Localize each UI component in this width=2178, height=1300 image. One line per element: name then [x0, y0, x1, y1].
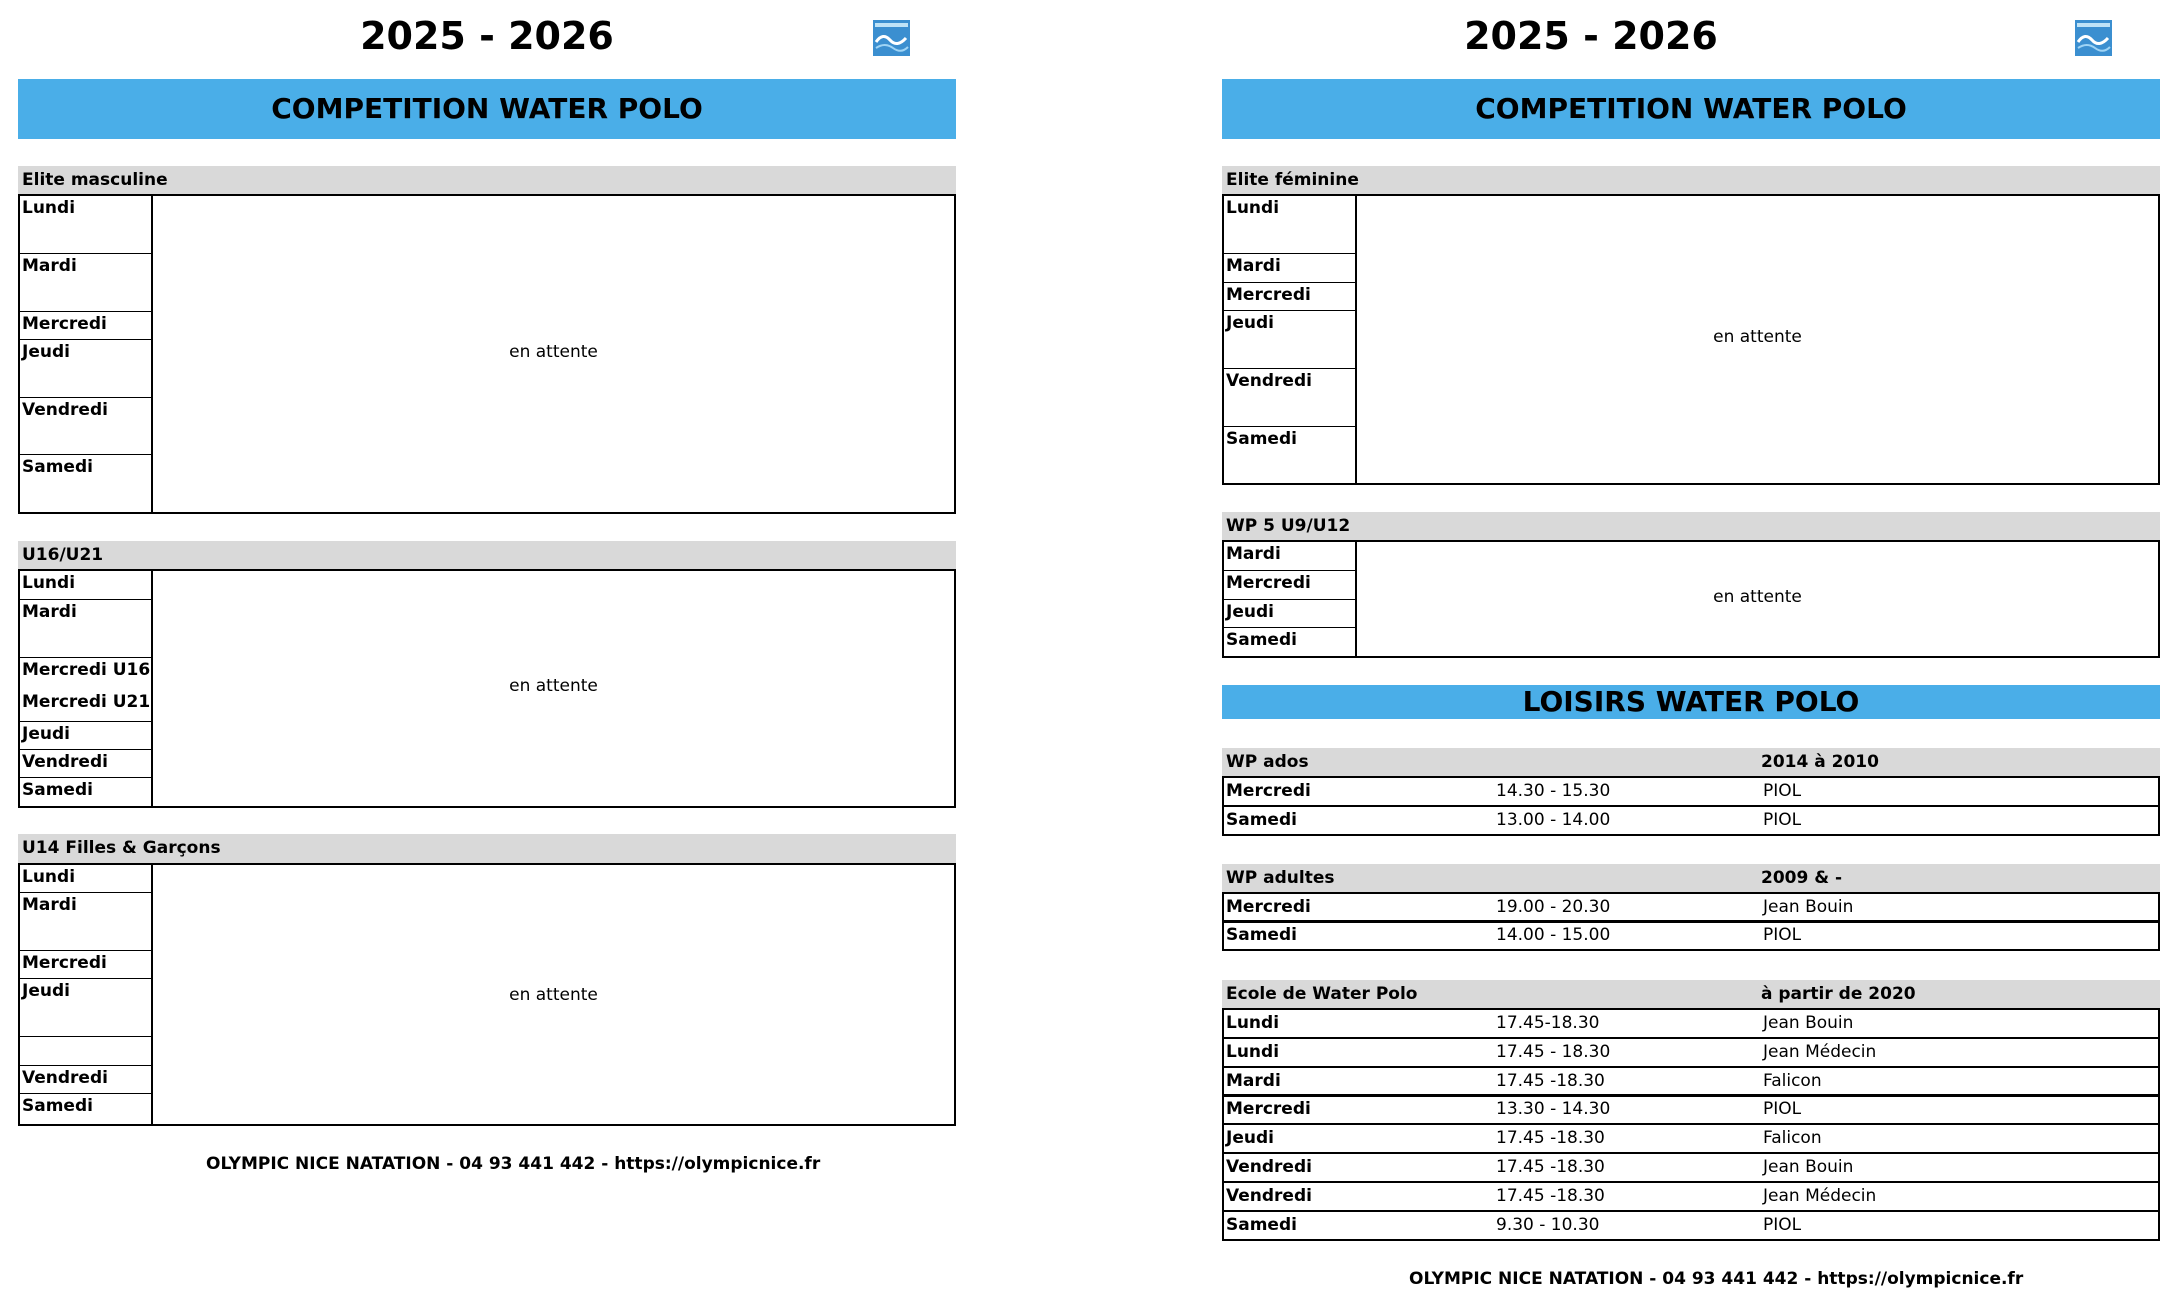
section-header-elite-masculine — [18, 166, 956, 195]
row-place: PIOL — [1763, 781, 1802, 801]
section-header-wp-adultes — [1222, 864, 2160, 893]
day-label: Jeudi — [22, 342, 70, 362]
day-label: Samedi — [1226, 630, 1297, 650]
section-years: 2009 & - — [1761, 868, 1843, 888]
row-time: 17.45 -18.30 — [1496, 1186, 1605, 1206]
section-title: Ecole de Water Polo — [1226, 984, 1418, 1004]
row-time: 19.00 - 20.30 — [1496, 897, 1611, 917]
day-column — [20, 196, 153, 512]
day-label: Lundi — [22, 573, 76, 593]
row-time: 13.00 - 14.00 — [1496, 810, 1611, 830]
table-row — [1222, 1094, 2160, 1125]
section-years: à partir de 2020 — [1761, 984, 1916, 1004]
section-header-u14 — [18, 834, 956, 863]
row-place: Jean Médecin — [1763, 1042, 1877, 1062]
row-day: Mercredi — [1226, 781, 1311, 801]
section-title: Elite féminine — [1226, 170, 1359, 190]
club-logo — [873, 20, 910, 56]
section-title: WP 5 U9/U12 — [1226, 516, 1351, 536]
row-time: 13.30 - 14.30 — [1496, 1099, 1611, 1119]
day-label: Mardi — [22, 256, 77, 276]
day-label: Mardi — [22, 602, 77, 622]
table-row — [1222, 805, 2160, 836]
day-label: Samedi — [22, 1096, 93, 1116]
day-label: Lundi — [22, 867, 76, 887]
day-label: Mercredi — [22, 314, 107, 334]
day-label: Mardi — [1226, 544, 1281, 564]
row-place: Jean Bouin — [1763, 897, 1854, 917]
row-day: Vendredi — [1226, 1157, 1312, 1177]
row-place: Falicon — [1763, 1128, 1822, 1148]
status-pending: en attente — [1713, 327, 1802, 347]
day-label: Mercredi — [1226, 573, 1311, 593]
u14-grid — [18, 863, 956, 1126]
section-header-wp-ados — [1222, 748, 2160, 777]
elite-feminine-grid — [1222, 194, 2160, 485]
day-label: Vendredi — [22, 752, 108, 772]
status-pending: en attente — [509, 342, 598, 362]
row-day: Mercredi — [1226, 897, 1311, 917]
row-day: Samedi — [1226, 810, 1297, 830]
table-row — [1222, 1181, 2160, 1212]
row-time: 9.30 - 10.30 — [1496, 1215, 1600, 1235]
day-column — [1224, 542, 1357, 656]
section-title: U16/U21 — [22, 545, 104, 565]
table-row — [1222, 1037, 2160, 1068]
competition-banner: COMPETITION WATER POLO — [18, 79, 956, 139]
row-place: Falicon — [1763, 1071, 1822, 1091]
row-time: 17.45 -18.30 — [1496, 1071, 1605, 1091]
day-column — [1224, 196, 1357, 483]
section-header-u16-u21 — [18, 541, 956, 570]
day-label: Samedi — [22, 457, 93, 477]
row-day: Mardi — [1226, 1071, 1281, 1091]
day-label: Mardi — [22, 895, 77, 915]
table-row — [1222, 1152, 2160, 1183]
day-label: Mercredi U21 — [22, 692, 151, 712]
club-logo — [2075, 20, 2112, 56]
day-column — [20, 571, 153, 806]
section-header-ecole — [1222, 980, 2160, 1009]
section-title: Elite masculine — [22, 170, 168, 190]
row-time: 17.45 - 18.30 — [1496, 1042, 1611, 1062]
footer-contact: OLYMPIC NICE NATATION - 04 93 441 442 - https://olympicnice.fr — [206, 1154, 821, 1174]
row-place: Jean Médecin — [1763, 1186, 1877, 1206]
section-title: U14 Filles & Garçons — [22, 838, 221, 858]
table-row — [1222, 892, 2160, 923]
row-place: PIOL — [1763, 810, 1802, 830]
footer-contact: OLYMPIC NICE NATATION - 04 93 441 442 - https://olympicnice.fr — [1409, 1269, 2024, 1289]
day-label: Lundi — [22, 198, 76, 218]
day-label: Mercredi — [22, 953, 107, 973]
season-title: 2025 - 2026 — [360, 14, 614, 58]
day-label — [20, 1037, 151, 1039]
day-label: Jeudi — [22, 724, 70, 744]
day-label: Vendredi — [1226, 371, 1312, 391]
section-title: WP adultes — [1226, 868, 1335, 888]
row-day: Lundi — [1226, 1042, 1280, 1062]
row-time: 14.30 - 15.30 — [1496, 781, 1611, 801]
row-time: 17.45 -18.30 — [1496, 1128, 1605, 1148]
section-years: 2014 à 2010 — [1761, 752, 1879, 772]
season-title: 2025 - 2026 — [1464, 14, 1718, 58]
row-day: Vendredi — [1226, 1186, 1312, 1206]
table-row — [1222, 1066, 2160, 1097]
section-header-elite-feminine — [1222, 166, 2160, 195]
row-day: Lundi — [1226, 1013, 1280, 1033]
section-title: WP ados — [1226, 752, 1309, 772]
day-label: Vendredi — [22, 1068, 108, 1088]
row-day: Samedi — [1226, 1215, 1297, 1235]
competition-banner: COMPETITION WATER POLO — [1222, 79, 2160, 139]
row-day: Jeudi — [1226, 1128, 1274, 1148]
status-pending: en attente — [1713, 587, 1802, 607]
day-label: Jeudi — [1226, 602, 1274, 622]
schedule-page-left — [18, 0, 956, 1300]
row-time: 17.45-18.30 — [1496, 1013, 1600, 1033]
row-place: Jean Bouin — [1763, 1157, 1854, 1177]
day-label: Mercredi — [1226, 285, 1311, 305]
day-label: Vendredi — [22, 400, 108, 420]
u16-u21-grid — [18, 569, 956, 808]
day-label: Lundi — [1226, 198, 1280, 218]
row-day: Mercredi — [1226, 1099, 1311, 1119]
loisirs-banner: LOISIRS WATER POLO — [1222, 685, 2160, 719]
day-label: Mardi — [1226, 256, 1281, 276]
table-row — [1222, 1210, 2160, 1241]
day-label: Samedi — [1226, 429, 1297, 449]
table-row — [1222, 1123, 2160, 1154]
row-time: 17.45 -18.30 — [1496, 1157, 1605, 1177]
section-header-wp5 — [1222, 512, 2160, 541]
day-label: Jeudi — [22, 981, 70, 1001]
schedule-page-right — [1222, 0, 2160, 1300]
table-row — [1222, 776, 2160, 807]
row-day: Samedi — [1226, 925, 1297, 945]
table-row — [1222, 1008, 2160, 1039]
table-row — [1222, 920, 2160, 951]
elite-masculine-grid — [18, 194, 956, 514]
row-place: PIOL — [1763, 925, 1802, 945]
day-label: Mercredi U16 — [22, 660, 151, 680]
row-place: Jean Bouin — [1763, 1013, 1854, 1033]
status-pending: en attente — [509, 985, 598, 1005]
status-pending: en attente — [509, 676, 598, 696]
row-place: PIOL — [1763, 1099, 1802, 1119]
row-place: PIOL — [1763, 1215, 1802, 1235]
row-time: 14.00 - 15.00 — [1496, 925, 1611, 945]
day-column — [20, 865, 153, 1124]
wp5-grid — [1222, 540, 2160, 658]
day-label: Samedi — [22, 780, 93, 800]
day-label: Jeudi — [1226, 313, 1274, 333]
